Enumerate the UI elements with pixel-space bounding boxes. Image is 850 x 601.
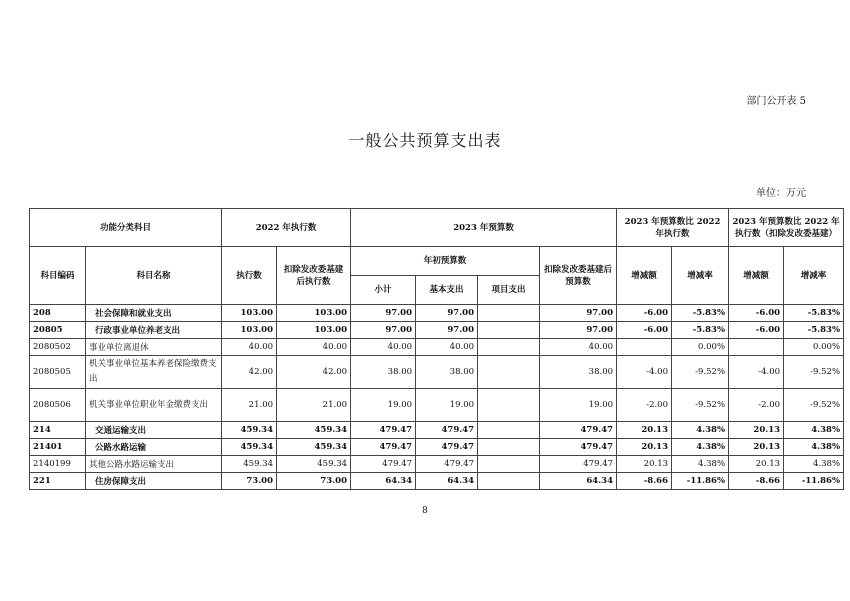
cell-name: 事业单位离退休 (86, 339, 222, 356)
header-exec: 执行数 (222, 247, 277, 305)
header-exec-2022: 2022 年执行数 (222, 209, 351, 247)
cell-change-rate-excl: -11.86% (784, 473, 844, 490)
cell-change-rate: 4.38% (672, 456, 729, 473)
cell-budget-excl: 97.00 (540, 305, 617, 322)
cell-exec-excl: 459.34 (277, 422, 351, 439)
cell-change-amount: 20.13 (617, 456, 672, 473)
cell-change-amount-excl (729, 339, 784, 356)
table-row (30, 305, 844, 322)
table-row (30, 389, 844, 422)
cell-subtotal: 38.00 (351, 356, 416, 389)
header-budget-excl: 扣除发改委基建后预算数 (540, 247, 617, 305)
cell-name: 社会保障和就业支出 (86, 305, 222, 322)
cell-basic: 64.34 (416, 473, 478, 490)
cell-exec: 73.00 (222, 473, 277, 490)
cell-change-rate-excl: 4.38% (784, 456, 844, 473)
cell-change-amount (617, 339, 672, 356)
cell-name: 行政事业单位养老支出 (86, 322, 222, 339)
cell-change-rate-excl: 0.00% (784, 339, 844, 356)
cell-exec: 103.00 (222, 322, 277, 339)
table-row (30, 356, 844, 389)
cell-budget-excl: 479.47 (540, 422, 617, 439)
cell-exec-excl: 103.00 (277, 322, 351, 339)
cell-budget-excl: 40.00 (540, 339, 617, 356)
table-row (30, 322, 844, 339)
header-basic: 基本支出 (416, 276, 478, 305)
cell-name: 机关事业单位基本养老保险缴费支出 (86, 356, 222, 389)
cell-exec-excl: 459.34 (277, 456, 351, 473)
cell-basic: 19.00 (416, 389, 478, 422)
cell-code: 214 (30, 422, 86, 439)
cell-change-amount: 20.13 (617, 439, 672, 456)
cell-change-amount-excl: 20.13 (729, 456, 784, 473)
cell-subtotal: 479.47 (351, 422, 416, 439)
cell-basic: 38.00 (416, 356, 478, 389)
header-change-amount-excl: 增减额 (729, 247, 784, 305)
cell-change-rate: -9.52% (672, 389, 729, 422)
cell-project (478, 305, 540, 322)
cell-code: 20805 (30, 322, 86, 339)
cell-change-amount: -8.66 (617, 473, 672, 490)
cell-change-rate: -11.86% (672, 473, 729, 490)
cell-budget-excl: 19.00 (540, 389, 617, 422)
cell-project (478, 439, 540, 456)
cell-subtotal: 19.00 (351, 389, 416, 422)
cell-change-amount: 20.13 (617, 422, 672, 439)
cell-basic: 479.47 (416, 422, 478, 439)
header-compare-excl: 2023 年预算数比 2022 年执行数（扣除发改委基建） (729, 209, 844, 247)
table-row (30, 422, 844, 439)
header-func-category: 功能分类科目 (30, 209, 222, 247)
page-number: 8 (422, 506, 428, 516)
cell-change-rate-excl: -9.52% (784, 356, 844, 389)
cell-code: 2080502 (30, 339, 86, 356)
cell-change-amount-excl: -6.00 (729, 305, 784, 322)
cell-exec: 459.34 (222, 439, 277, 456)
cell-name: 公路水路运输 (86, 439, 222, 456)
header-subtotal: 小计 (351, 276, 416, 305)
table-row (30, 339, 844, 356)
cell-basic: 97.00 (416, 305, 478, 322)
cell-change-rate-excl: -9.52% (784, 389, 844, 422)
cell-change-amount: -2.00 (617, 389, 672, 422)
table-row (30, 456, 844, 473)
page-title: 一般公共预算支出表 (348, 131, 502, 150)
cell-exec-excl: 21.00 (277, 389, 351, 422)
cell-subtotal: 97.00 (351, 305, 416, 322)
cell-code: 221 (30, 473, 86, 490)
budget-expenditure-table (29, 208, 844, 490)
cell-change-rate: 4.38% (672, 422, 729, 439)
cell-code: 2080506 (30, 389, 86, 422)
header-exec-excl: 扣除发改委基建后执行数 (277, 247, 351, 305)
cell-change-rate: -5.83% (672, 322, 729, 339)
cell-name: 住房保障支出 (86, 473, 222, 490)
cell-exec-excl: 73.00 (277, 473, 351, 490)
cell-basic: 97.00 (416, 322, 478, 339)
cell-exec: 459.34 (222, 456, 277, 473)
header-name: 科目名称 (86, 247, 222, 305)
cell-budget-excl: 64.34 (540, 473, 617, 490)
cell-project (478, 456, 540, 473)
cell-project (478, 389, 540, 422)
cell-change-amount-excl: -4.00 (729, 356, 784, 389)
cell-code: 21401 (30, 439, 86, 456)
table-row (30, 439, 844, 456)
cell-exec-excl: 40.00 (277, 339, 351, 356)
header-change-rate: 增减率 (672, 247, 729, 305)
cell-subtotal: 479.47 (351, 456, 416, 473)
cell-name: 其他公路水路运输支出 (86, 456, 222, 473)
cell-change-rate: 4.38% (672, 439, 729, 456)
cell-change-rate: 0.00% (672, 339, 729, 356)
cell-change-amount-excl: 20.13 (729, 439, 784, 456)
cell-basic: 40.00 (416, 339, 478, 356)
cell-change-rate-excl: -5.83% (784, 305, 844, 322)
header-budget-2023: 2023 年预算数 (351, 209, 617, 247)
cell-exec-excl: 103.00 (277, 305, 351, 322)
cell-basic: 479.47 (416, 456, 478, 473)
cell-budget-excl: 479.47 (540, 439, 617, 456)
cell-project (478, 473, 540, 490)
cell-change-amount-excl: -6.00 (729, 322, 784, 339)
cell-exec: 42.00 (222, 356, 277, 389)
page-label: 部门公开表 5 (746, 96, 806, 107)
cell-project (478, 422, 540, 439)
cell-exec-excl: 459.34 (277, 439, 351, 456)
header-initial: 年初预算数 (351, 247, 540, 276)
cell-exec: 40.00 (222, 339, 277, 356)
cell-exec-excl: 42.00 (277, 356, 351, 389)
cell-project (478, 322, 540, 339)
cell-change-rate: -5.83% (672, 305, 729, 322)
cell-budget-excl: 97.00 (540, 322, 617, 339)
cell-change-rate-excl: 4.38% (784, 422, 844, 439)
cell-exec: 103.00 (222, 305, 277, 322)
cell-subtotal: 97.00 (351, 322, 416, 339)
cell-basic: 479.47 (416, 439, 478, 456)
cell-code: 2080505 (30, 356, 86, 389)
cell-project (478, 356, 540, 389)
cell-change-amount-excl: 20.13 (729, 422, 784, 439)
unit-label: 单位：万元 (756, 188, 806, 199)
cell-code: 208 (30, 305, 86, 322)
cell-subtotal: 479.47 (351, 439, 416, 456)
cell-change-amount: -6.00 (617, 305, 672, 322)
cell-project (478, 339, 540, 356)
cell-subtotal: 64.34 (351, 473, 416, 490)
cell-change-amount-excl: -2.00 (729, 389, 784, 422)
cell-change-rate: -9.52% (672, 356, 729, 389)
cell-code: 2140199 (30, 456, 86, 473)
cell-exec: 21.00 (222, 389, 277, 422)
cell-change-rate-excl: -5.83% (784, 322, 844, 339)
header-project: 项目支出 (478, 276, 540, 305)
cell-subtotal: 40.00 (351, 339, 416, 356)
cell-change-rate-excl: 4.38% (784, 439, 844, 456)
cell-name: 机关事业单位职业年金缴费支出 (86, 389, 222, 422)
header-change-rate-excl: 增减率 (784, 247, 844, 305)
header-code: 科目编码 (30, 247, 86, 305)
cell-change-amount-excl: -8.66 (729, 473, 784, 490)
cell-exec: 459.34 (222, 422, 277, 439)
cell-name: 交通运输支出 (86, 422, 222, 439)
table-row (30, 473, 844, 490)
cell-change-amount: -6.00 (617, 322, 672, 339)
cell-budget-excl: 479.47 (540, 456, 617, 473)
header-change-amount: 增减额 (617, 247, 672, 305)
cell-change-amount: -4.00 (617, 356, 672, 389)
cell-budget-excl: 38.00 (540, 356, 617, 389)
header-compare-exec: 2023 年预算数比 2022 年执行数 (617, 209, 729, 247)
